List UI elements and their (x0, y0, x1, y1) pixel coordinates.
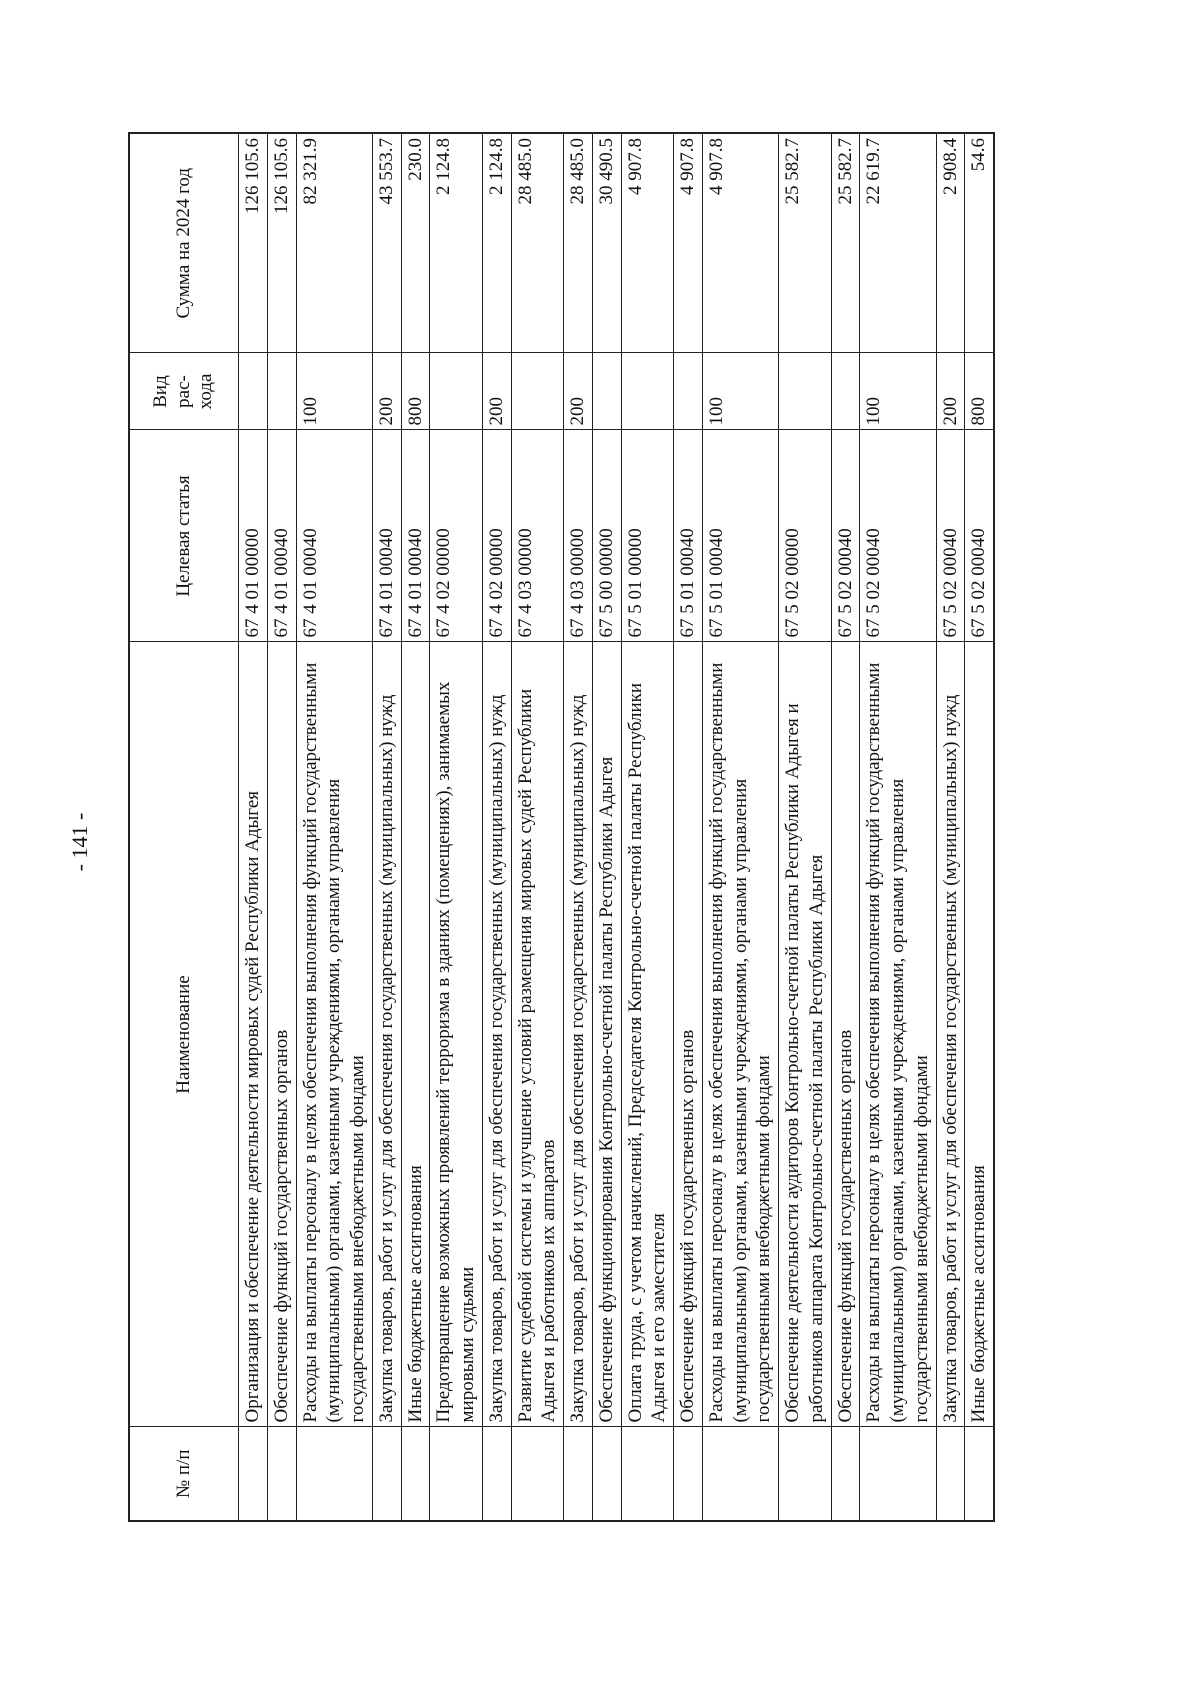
row-num (965, 1427, 994, 1521)
row-code: 67 4 01 00040 (296, 430, 372, 642)
row-name: Закупка товаров, работ и услуг для обеспечения государственных (муниципальных) нужд (936, 642, 965, 1427)
row-kind: 800 (401, 353, 430, 430)
row-num (296, 1427, 372, 1521)
row-code: 67 5 01 00040 (674, 430, 703, 642)
row-num (702, 1427, 778, 1521)
row-code: 67 4 01 00040 (267, 430, 296, 642)
row-num (621, 1427, 674, 1521)
row-sum: 82 321.9 (296, 133, 372, 353)
row-sum: 22 619.7 (860, 133, 936, 353)
table-row (621, 133, 674, 1521)
budget-table (128, 132, 995, 1522)
row-sum: 25 582.7 (831, 133, 860, 353)
row-code: 67 5 02 00040 (965, 430, 994, 642)
row-kind: 200 (936, 353, 965, 430)
row-sum: 126 105.6 (239, 133, 268, 353)
row-code: 67 4 03 00000 (511, 430, 564, 642)
table-row (267, 133, 296, 1521)
row-kind: 100 (296, 353, 372, 430)
row-num (831, 1427, 860, 1521)
table-row (372, 133, 401, 1521)
row-num (482, 1427, 511, 1521)
rotated-table-container (128, 134, 1055, 1522)
row-name: Расходы на выплаты персоналу в целях обеспечения выполнения функций государственными (муниципальными) органами, казенными учреждениями, органами управления государственными внебюджетными фондами (702, 642, 778, 1427)
header-num: № п/п (129, 1427, 239, 1521)
row-sum: 28 485.0 (511, 133, 564, 353)
row-name: Предотвращение возможных проявлений терроризма в зданиях (помещениях), занимаемых мировыми судьями (430, 642, 483, 1427)
row-code: 67 5 02 00000 (779, 430, 832, 642)
row-sum: 54.6 (965, 133, 994, 353)
table-row (965, 133, 994, 1521)
row-code: 67 4 02 00000 (482, 430, 511, 642)
row-name: Оплата труда, с учетом начислений, Председателя Контрольно-счетной палаты Республики Адыгея и его заместителя (621, 642, 674, 1427)
row-sum: 4 907.8 (702, 133, 778, 353)
row-name: Обеспечение функций государственных органов (831, 642, 860, 1427)
row-name: Обеспечение функций государственных органов (674, 642, 703, 1427)
row-kind (621, 353, 674, 430)
row-sum: 43 553.7 (372, 133, 401, 353)
table-row (674, 133, 703, 1521)
table-row (296, 133, 372, 1521)
table-row (430, 133, 483, 1521)
row-code: 67 5 01 00000 (621, 430, 674, 642)
row-kind (831, 353, 860, 430)
table-row (592, 133, 621, 1521)
row-kind: 800 (965, 353, 994, 430)
row-sum: 2 124.8 (430, 133, 483, 353)
row-name: Иные бюджетные ассигнования (965, 642, 994, 1427)
row-num (564, 1427, 593, 1521)
row-sum: 2 124.8 (482, 133, 511, 353)
row-sum: 30 490.5 (592, 133, 621, 353)
row-kind (592, 353, 621, 430)
row-num (430, 1427, 483, 1521)
row-code: 67 5 02 00040 (860, 430, 936, 642)
table-row (511, 133, 564, 1521)
row-num (860, 1427, 936, 1521)
row-sum: 126 105.6 (267, 133, 296, 353)
row-sum: 4 907.8 (674, 133, 703, 353)
row-kind: 100 (702, 353, 778, 430)
table-body (239, 133, 995, 1521)
row-sum: 28 485.0 (564, 133, 593, 353)
row-kind (511, 353, 564, 430)
row-kind (779, 353, 832, 430)
row-kind: 200 (482, 353, 511, 430)
row-name: Расходы на выплаты персоналу в целях обеспечения выполнения функций государственными (муниципальными) органами, казенными учреждениями, органами управления государственными внебюджетными фондами (296, 642, 372, 1427)
row-kind (239, 353, 268, 430)
row-kind: 200 (372, 353, 401, 430)
page-number-text: - 141 - (67, 812, 92, 872)
header-name: Наименование (129, 642, 239, 1427)
table-row (860, 133, 936, 1521)
row-sum: 25 582.7 (779, 133, 832, 353)
row-sum: 2 908.4 (936, 133, 965, 353)
row-kind (267, 353, 296, 430)
row-code: 67 5 02 00040 (831, 430, 860, 642)
row-num (372, 1427, 401, 1521)
row-num (779, 1427, 832, 1521)
row-code: 67 4 03 00000 (564, 430, 593, 642)
row-code: 67 5 01 00040 (702, 430, 778, 642)
table-row (564, 133, 593, 1521)
row-sum: 4 907.8 (621, 133, 674, 353)
row-name: Развитие судебной системы и улучшение условий размещения мировых судей Республики Адыгея и работников их аппаратов (511, 642, 564, 1427)
table-row (482, 133, 511, 1521)
row-code: 67 4 01 00040 (372, 430, 401, 642)
row-num (267, 1427, 296, 1521)
row-name: Закупка товаров, работ и услуг для обеспечения государственных (муниципальных) нужд (564, 642, 593, 1427)
row-code: 67 4 01 00000 (239, 430, 268, 642)
row-name: Организация и обеспечение деятельности мировых судей Республики Адыгея (239, 642, 268, 1427)
row-num (511, 1427, 564, 1521)
header-code: Целевая статья (129, 430, 239, 642)
table-row (702, 133, 778, 1521)
row-num (401, 1427, 430, 1521)
row-code: 67 4 02 00000 (430, 430, 483, 642)
row-code: 67 5 00 00000 (592, 430, 621, 642)
row-name: Иные бюджетные ассигнования (401, 642, 430, 1427)
row-num (239, 1427, 268, 1521)
row-num (592, 1427, 621, 1521)
row-name: Обеспечение функционирования Контрольно-счетной палаты Республики Адыгея (592, 642, 621, 1427)
row-code: 67 4 01 00040 (401, 430, 430, 642)
row-num (674, 1427, 703, 1521)
row-name: Закупка товаров, работ и услуг для обеспечения государственных (муниципальных) нужд (482, 642, 511, 1427)
table-row (401, 133, 430, 1521)
row-name: Расходы на выплаты персоналу в целях обеспечения выполнения функций государственными (муниципальными) органами, казенными учреждениями, органами управления государственными внебюджетными фондами (860, 642, 936, 1427)
row-kind (430, 353, 483, 430)
row-code: 67 5 02 00040 (936, 430, 965, 642)
row-num (936, 1427, 965, 1521)
row-name: Закупка товаров, работ и услуг для обеспечения государственных (муниципальных) нужд (372, 642, 401, 1427)
table-row (936, 133, 965, 1521)
header-sum: Сумма на 2024 год (129, 133, 239, 353)
table-row (831, 133, 860, 1521)
row-sum: 230.0 (401, 133, 430, 353)
row-kind: 200 (564, 353, 593, 430)
row-name: Обеспечение функций государственных органов (267, 642, 296, 1427)
table-row (239, 133, 268, 1521)
table-row (779, 133, 832, 1521)
header-kind: Вид рас-хода (129, 353, 239, 430)
row-kind: 100 (860, 353, 936, 430)
row-name: Обеспечение деятельности аудиторов Контрольно-счетной палаты Республики Адыгея и работников аппарата Контрольно-счетной палаты Республики Адыгея (779, 642, 832, 1427)
table-header-row (129, 133, 239, 1521)
row-kind (674, 353, 703, 430)
